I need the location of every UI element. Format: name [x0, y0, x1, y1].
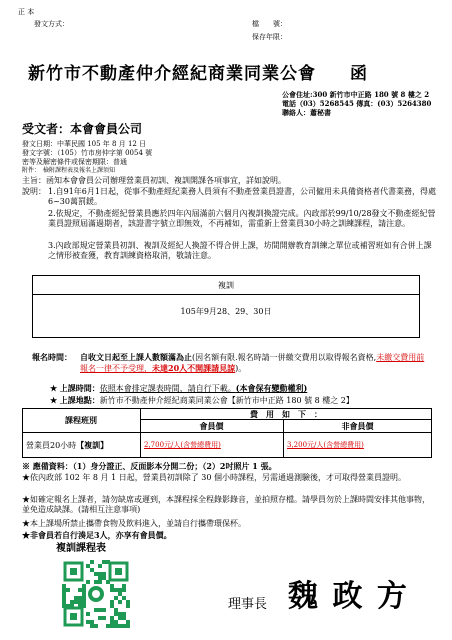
- class-time-note: (本會保有變動權利): [235, 383, 308, 393]
- course-header: 課程班別: [65, 415, 97, 425]
- star-icon: ★: [50, 383, 58, 393]
- location-text: 新竹市不動產仲介經紀商業同業公會【新竹市中正路 180 號 8 樓之 2】: [99, 396, 354, 405]
- location-row: [50, 395, 354, 406]
- attachment: 附件： 檢附課程表及報名上課須知: [22, 167, 116, 174]
- note-2: ★如確定報名上課者，請勿缺席或遲到，本課程採全程錄影錄音，並拍照存檔。請學員勿於上課時間安排其他事物，並免造成缺課。(請相互注意事項): [22, 495, 430, 514]
- chairman-title: 理事長: [228, 597, 268, 612]
- retrain-divider: [32, 294, 420, 295]
- file-no-label: 檔 號：: [252, 20, 287, 28]
- copy-label: 正 本: [18, 8, 35, 16]
- course-type: 【複訓】: [76, 440, 109, 450]
- star-icon: ★: [50, 395, 58, 405]
- registration-warning: 未繳交費用前報名一律不予受理，: [80, 353, 425, 373]
- member-header: 會員價: [199, 421, 224, 431]
- registration-end: )。: [235, 364, 247, 373]
- explanation-item-2: 2.依規定，不動產經紀營業員應於四年內屆滿前六個月內複訓換證完成。內政部於99/10/28發文不動產經紀營業員證照屆滿過期者，該證書字號立即無效，不再補如，需重新上營業員30小時之訓練課程，請注意。: [48, 209, 436, 228]
- address: 公會住址:300 新竹市中正路 180 號 8 樓之 2: [282, 90, 430, 99]
- note-1: ★依內政部 102 年 8 月 1 日起，營業員初訓除了 30 個小時課程，另需通過測驗後，才可取得營業員證明。: [22, 473, 406, 482]
- required-documents: ※ 應備資料：（1）身分證正、反面影本分開二份；（2）2吋照片 1 張。: [22, 461, 277, 471]
- note-4: ★非會員若自行湊足3人，亦享有會員價。: [22, 530, 172, 540]
- issue-date: 發文日期：中華民國 105 年 8 月 12 日: [22, 140, 147, 148]
- sender-label: 發文方式：: [34, 20, 69, 28]
- schedule-label: 複訓課程表: [56, 543, 106, 554]
- course-name: 營業員20小時: [26, 441, 77, 450]
- member-price: 2,700元/人(含營總費用): [144, 441, 221, 449]
- registration-minimum: 未達20人不開課請見諒: [152, 363, 236, 373]
- classification: 密等及解密條件或保密期限：普通: [22, 158, 127, 166]
- fee-table-header-divider: [140, 419, 432, 420]
- class-time-label: 上課時間：: [59, 383, 100, 393]
- fee-table-row-divider: [22, 432, 432, 433]
- registration-note: (因名額有限.報名時請一併繳交費用以取得報名資格,: [192, 353, 377, 362]
- note-3: ★本上課場所禁止攜帶食物及飲料進入，並請自行攜帶環保杯。: [22, 519, 246, 528]
- nonmember-header: 非會員價: [341, 421, 374, 431]
- explanation-item-3: 3.內政部規定營業員初訓、複訓及經紀人換證不得合併上課，坊間開辦教育訓練之單位或補習班如有合併上課之情形被查獲，教育訓練資格取消，敬請注意。: [48, 241, 432, 260]
- class-time-text: 依照本會排定課表時間，請自行下載。: [99, 384, 236, 393]
- registration-label: 報名時間：: [32, 352, 72, 362]
- explanation-item-1: 1.自91年6月1日起，從事不動產經紀業務人員須有不動產營業員證書，公司僱用未具備資格者代書業務，得處6~30萬罰鍰。: [48, 187, 436, 206]
- registration-period: 自收文日起至上課人數額滿為止: [80, 352, 192, 362]
- fee-header: 費 用 如 下 ：: [250, 409, 322, 419]
- explanation-label: 說明：: [22, 187, 46, 196]
- qr-code-icon[interactable]: [62, 560, 130, 628]
- retrain-title: 複訓: [218, 281, 234, 290]
- retention-label: 保存年限：: [252, 33, 287, 41]
- contact-person: 聯絡人：蕭秘書: [282, 108, 331, 117]
- registration-text: [80, 352, 426, 374]
- org-title: 新竹市不動產仲介經紀商業同業公會: [28, 64, 316, 84]
- issue-number: 發文字號：（105）竹市房仲字第 0054 號: [22, 149, 153, 157]
- chairman-name: 魏 政 方: [288, 579, 409, 614]
- phone: 電話（03）5268545 傳真：(03）5264380: [282, 99, 432, 108]
- retrain-dates: 105年9月28、29、30日: [180, 307, 272, 316]
- class-time-row: [50, 383, 307, 394]
- subject: 主旨：函知本會會員公司辦理營業員初訓、複訓開課各項事宜，詳如說明。: [22, 176, 286, 185]
- nonmember-price: 3,200元/人(含營總費用): [287, 441, 364, 449]
- location-label: 上課地點：: [59, 395, 100, 405]
- course-cell: [26, 440, 108, 451]
- recipient: 受文者：本會會員公司: [22, 122, 143, 136]
- doc-type: 函: [350, 64, 367, 84]
